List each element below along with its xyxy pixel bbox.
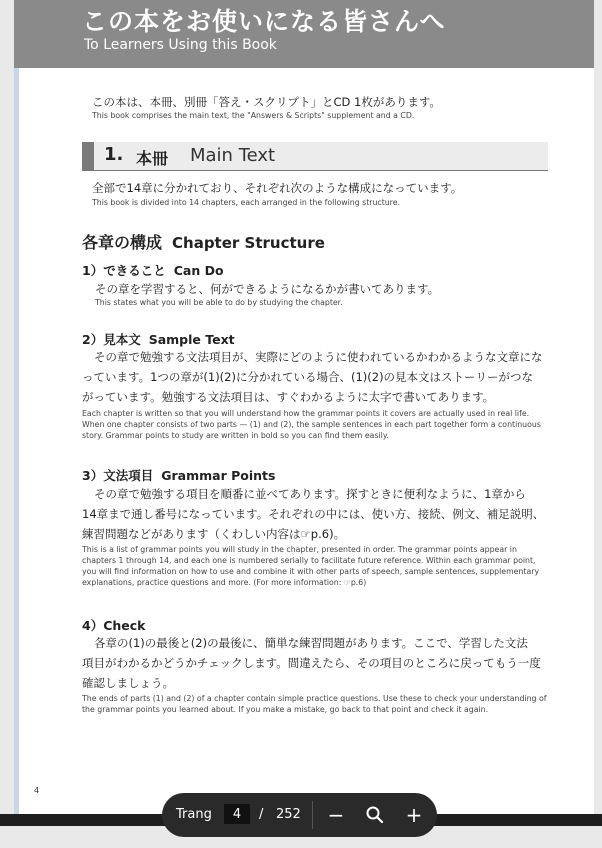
grammar-line-1: その章で勉強する項目を順番に並べてあります。探すときに便利なように、1章から [94,487,526,501]
total-pages: 252 [276,807,301,822]
zoom-in-button[interactable]: + [405,803,423,827]
sample-title-en: Sample Text [148,332,235,347]
check-title-en: Check [103,618,146,633]
zoom-icon[interactable] [361,801,389,829]
sample-heading [82,330,235,348]
grammar-number: 3） [82,468,104,483]
grammar-title-en: Grammar Points [161,468,276,483]
cando-body-en: This states what you will be able to do by studying the chapter. [95,298,343,307]
grammar-heading [82,466,275,484]
cando-heading [82,261,224,279]
check-number: 4） [82,618,104,633]
toolbar-divider [312,801,313,829]
cando-title-jp: できること [103,263,166,278]
page-separator: / [259,807,264,822]
intro-jp: この本は、本冊、別冊「答え・スクリプト」とCD 1枚があります。 [92,95,441,109]
grammar-line-3: 練習問題などがあります（くわしい内容は☞p.6)。 [82,527,346,541]
grammar-title-jp: 文法項目 [103,468,154,483]
document-page [14,0,594,820]
page-number: 4 [34,786,40,795]
sample-line-3: がっています。勉強する文法項目は、すぐわかるように太字で書いてあります。 [82,390,495,404]
section1-bar [82,142,548,171]
check-heading [82,616,145,634]
page-label: Trang [176,807,212,822]
section1-body-jp: 全部で14章に分かれており、それぞれ次のような構成になっています。 [92,181,463,195]
section1-marker [82,142,94,170]
grammar-line-2: 14章まで通し番号になっています。それぞれの中には、使い方、接続、例文、補足説明、 [82,507,545,521]
check-body-en: The ends of parts (1) and (2) of a chapter contain simple practice questions. Use these to check your understanding of the grammar points you learned about. If you make a mistake, go back to that point and check it again. [82,694,547,714]
sample-body-en: Each chapter is written so that you will understand how the grammar points it covers are actually used in real life. When one chapter consists of two parts — (1) and (2), the sample sentences in each part together form a continuous story. Grammar points to study are written in bold so you can find them easily. [82,409,541,440]
header-band [14,0,594,68]
cando-body-jp: その章を学習すると、何ができるようになるかが書いてあります。 [95,282,440,296]
header-title-en: To Learners Using this Book [84,37,277,53]
structure-heading [82,230,325,253]
structure-heading-en: Chapter Structure [172,234,325,252]
check-line-2: 項目がわかるかどうかチェックします。間違えたら、その項目のところに戻ってもう一度 [82,656,541,670]
header-title-jp: この本をお使いになる皆さんへ [82,7,446,36]
page-edge-strip [14,0,19,820]
section1-title-jp: 本冊 [136,149,169,168]
intro-en: This book comprises the main text, the "Answers & Scripts" supplement and a CD. [92,111,415,120]
structure-heading-jp: 各章の構成 [82,233,163,252]
grammar-body-en: This is a list of grammar points you will study in the chapter, presented in order. The grammar points appear in chapters 1 through 14, and each one is numbered serially to facilitate future reference. Within each grammar point, you will find information on how to use and combine it with other parts of speech, sample sentences, supplementary explanations, practice questions and more. (For more information: ☞p.6) [82,545,540,587]
page-input[interactable] [224,804,250,824]
section1-title-en: Main Text [190,145,276,166]
section1-body-en: This book is divided into 14 chapters, each arranged in the following structure. [92,198,400,207]
sample-line-2: っています。1つの章が(1)(2)に分かれている場合、(1)(2)の見本文はストーリーがつな [82,370,534,384]
sample-number: 2） [82,332,104,347]
pdf-toolbar [162,793,437,837]
sample-title-jp: 見本文 [103,332,141,347]
section1-number: 1. [104,144,124,165]
cando-number: 1） [82,263,104,278]
check-line-1: 各章の(1)の最後と(2)の最後に、簡単な練習問題があります。ここで、学習した文法 [94,636,528,650]
check-line-3: 確認しましょう。 [82,676,174,690]
zoom-out-button[interactable]: − [327,803,345,827]
sample-line-1: その章で勉強する文法項目が、実際にどのように使われているかわかるような文章にな [94,350,543,364]
cando-title-en: Can Do [173,263,224,278]
